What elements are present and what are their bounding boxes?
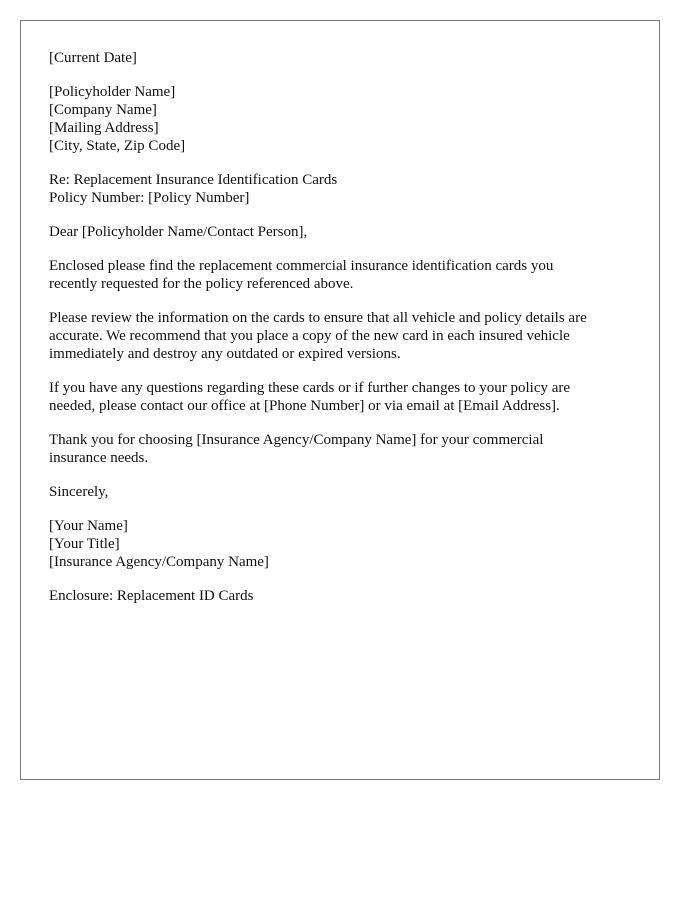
letter-date-block: [49, 49, 639, 67]
body-paragraph-2-line-2: accurate. We recommend that you place a copy of the new card in each insured vehicle: [49, 328, 570, 344]
body-paragraph-3-line-1: If you have any questions regarding these cards or if further changes to your policy are: [49, 380, 571, 396]
body-paragraph-3: [49, 379, 639, 415]
signature-name: [Your Name]: [49, 518, 128, 534]
body-paragraph-4: [49, 431, 639, 467]
body-paragraph-3-line-2: needed, please contact our office at [Phone Number] or via email at [Email Address].: [49, 398, 560, 414]
recipient-name: [Policyholder Name]: [49, 84, 176, 100]
closing-block: [49, 483, 639, 501]
letter-content: [49, 49, 639, 621]
recipient-company: [Company Name]: [49, 102, 157, 118]
recipient-address-block: [49, 83, 639, 155]
signature-block: [49, 517, 639, 571]
salutation: Dear [Policyholder Name/Contact Person],: [49, 224, 308, 240]
subject-block: [49, 171, 639, 207]
enclosure-line: Enclosure: Replacement ID Cards: [49, 588, 254, 604]
enclosure-block: [49, 587, 639, 605]
body-paragraph-2: [49, 309, 639, 363]
recipient-address: [Mailing Address]: [49, 120, 159, 136]
body-paragraph-1: [49, 257, 639, 293]
body-paragraph-1-line-1: Enclosed please find the replacement commercial insurance identification cards you: [49, 258, 554, 274]
letter-page: [20, 20, 660, 780]
closing: Sincerely,: [49, 484, 109, 500]
body-paragraph-1-line-2: recently requested for the policy referenced above.: [49, 276, 354, 292]
body-paragraph-4-line-1: Thank you for choosing [Insurance Agency/Company Name] for your commercial: [49, 432, 544, 448]
recipient-city-state-zip: [City, State, Zip Code]: [49, 138, 186, 154]
policy-number-line: Policy Number: [Policy Number]: [49, 190, 250, 206]
salutation-block: [49, 223, 639, 241]
body-paragraph-2-line-3: immediately and destroy any outdated or expired versions.: [49, 346, 401, 362]
signature-title: [Your Title]: [49, 536, 120, 552]
body-paragraph-2-line-1: Please review the information on the cards to ensure that all vehicle and policy details are: [49, 310, 587, 326]
letter-date: [Current Date]: [49, 50, 137, 66]
body-paragraph-4-line-2: insurance needs.: [49, 450, 149, 466]
signature-company: [Insurance Agency/Company Name]: [49, 554, 269, 570]
subject-line: Re: Replacement Insurance Identification Cards: [49, 172, 338, 188]
